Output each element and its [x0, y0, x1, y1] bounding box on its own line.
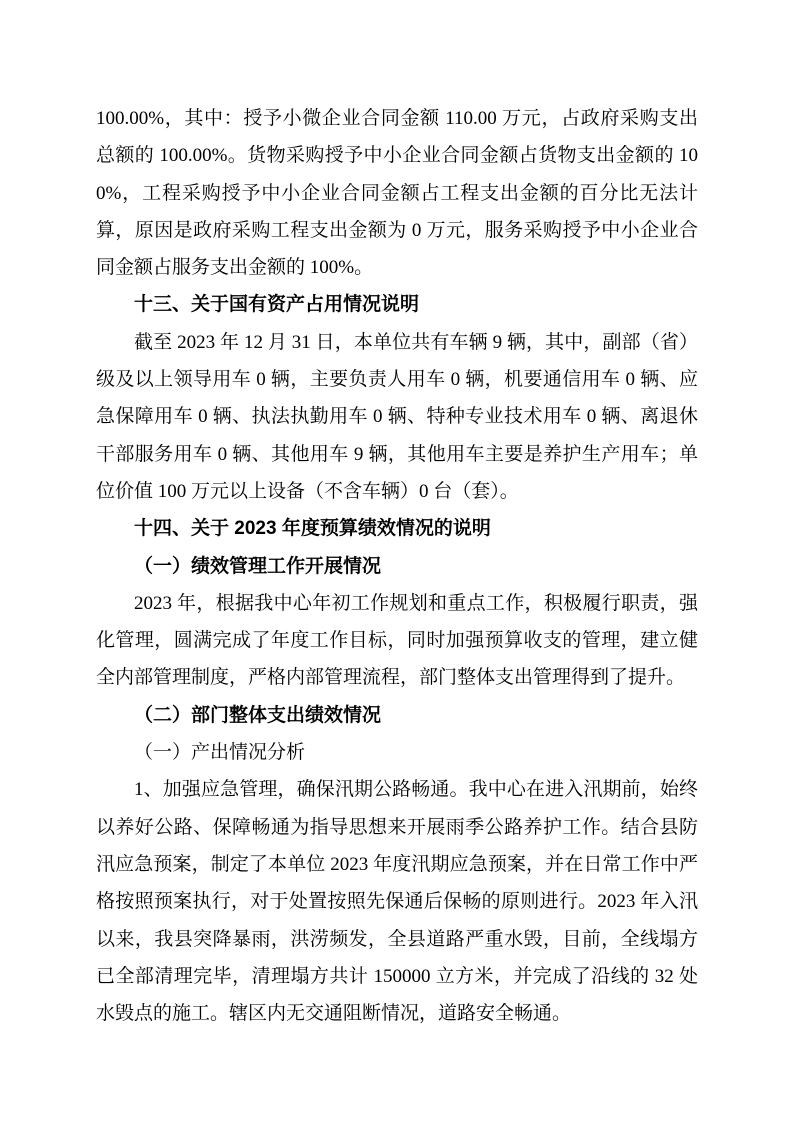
section-heading-budget-performance: 十四、关于 2023 年度预算绩效情况的说明 — [134, 518, 491, 540]
section-heading-state-assets: 十三、关于国有资产占用情况说明 — [134, 294, 420, 316]
document-body — [96, 100, 698, 1032]
subsection-heading-output-analysis: （一）产出情况分析 — [134, 742, 306, 764]
paragraph-vehicles: 截至 2023 年 12 月 31 日，本单位共有车辆 9 辆，其中，副部（省）级及以上领导用车 0 辆，主要负责人用车 0 辆，机要通信用车 0 辆、应急保障用车 0 辆、执法执勤用车 0 辆、特种专业技术用车 0 辆、离退休干部服务用车 0 辆、其他用车 9 辆，其他用车主要是养护生产用车；单位价值 100 万元以上设备（不含车辆）0 台（套）。 — [96, 331, 698, 502]
paragraph-procurement-continued: 100.00%，其中：授予小微企业合同金额 110.00 万元，占政府采购支出总额的 100.00%。货物采购授予中小企业合同金额占货物支出金额的 100%，工程采购授予中小企业合同金额占工程支出金额的百分比无法计算，原因是政府采购工程支出金额为 0 万元，服务采购授予中小企业合同金额占服务支出金额的 100%。 — [96, 108, 698, 279]
subsection-heading-performance-management: （一）绩效管理工作开展情况 — [134, 555, 382, 577]
paragraph-performance-management: 2023 年，根据我中心年初工作规划和重点工作，积极履行职责，强化管理，圆满完成了年度工作目标，同时加强预算收支的管理，建立健全内部管理制度，严格内部管理流程，部门整体支出管理得到了提升。 — [96, 592, 698, 689]
paragraph-flood-emergency: 1、加强应急管理，确保汛期公路畅通。我中心在进入汛期前，始终以养好公路、保障畅通为指导思想来开展雨季公路养护工作。结合县防汛应急预案，制定了本单位 2023 年度汛期应急预案，并在日常工作中严格按照预案执行，对于处置按照先保通后保畅的原则进行。2023 年入汛以来，我县突降暴雨，洪涝频发，全县道路严重水毁，目前，全线塌方已全部清理完毕，清理塌方共计 150000 立方米，并完成了沿线的 32 处水毁点的施工。辖区内无交通阻断情况，道路安全畅通。 — [96, 779, 698, 1025]
subsection-heading-department-expenditure: （二）部门整体支出绩效情况 — [134, 704, 382, 726]
